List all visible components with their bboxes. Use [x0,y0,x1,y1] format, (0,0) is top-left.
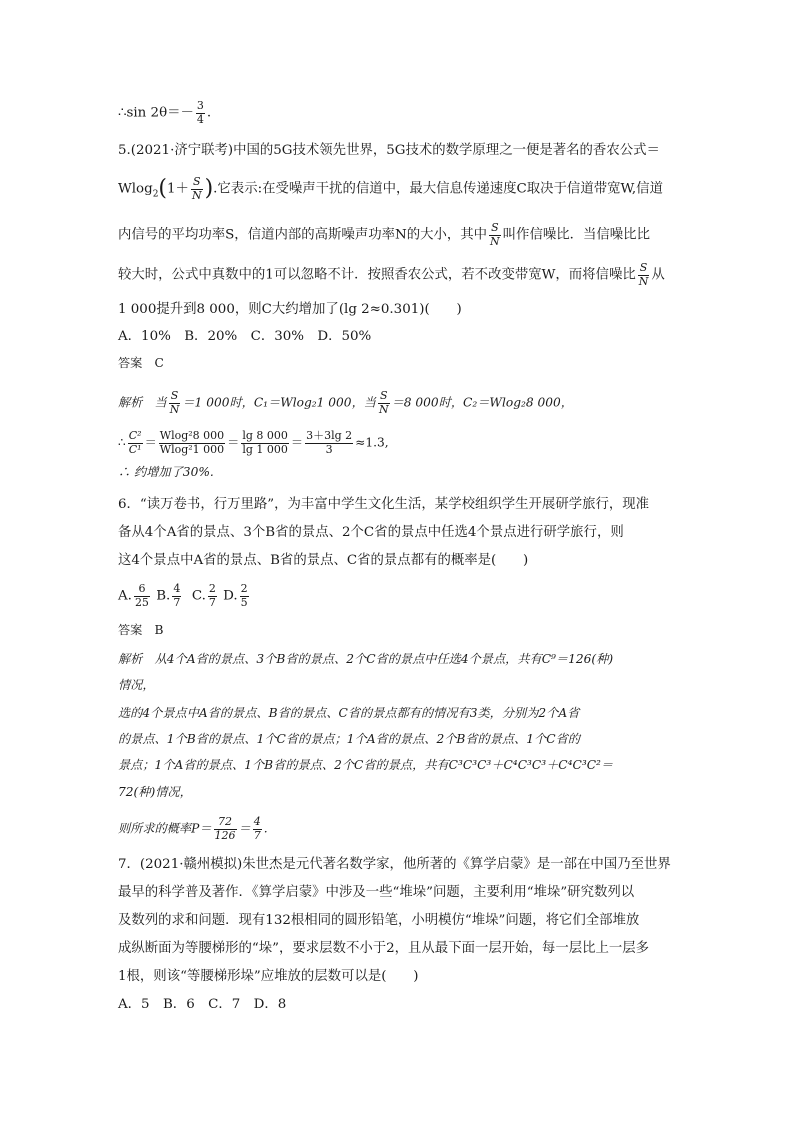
q6-opt-c-num: 2 [208,582,216,595]
q5-l4-post: 从 [651,267,665,283]
q5-s1-d1: N [169,402,180,416]
q5-line-3 [118,222,650,248]
q5-s1-pre: 解析 当 [118,395,167,410]
q4-prefix: ∴sin 2θ＝－ [118,105,194,121]
q5-open-paren: ( [158,176,168,202]
q6-solution-7 [118,816,268,842]
q6-s7-frac2 [253,816,262,842]
q5-s1-n1: S [170,389,179,402]
q6-s7-d2: 7 [253,828,261,842]
q6-opt-b-frac [172,583,181,609]
q5-sn-fraction [191,176,203,202]
q6-solution-2: 情况， [118,678,155,692]
q5-wlog: Wlog [118,181,153,197]
q7-line-1: 7．(2021·赣州模拟)朱世杰是元代著名数学家，他所著的《算学启蒙》是一部在中国乃至世界 [118,857,671,872]
q5-s2-f1d: C¹ [128,442,142,456]
q4-suffix: . [206,105,212,121]
q4-frac-den: 4 [196,112,204,126]
q6-solution-5: 景点；1个A省的景点、1个B省的景点、2个C省的景点，共有C³C³C³＋C⁴C³C³＋C⁴C³C²＝ [118,758,614,772]
q6-s7-n1: 72 [218,815,233,828]
q6-solution-4: 的景点、1个B省的景点、1个C省的景点；1个A省的景点、2个B省的景点、1个C省的 [118,732,580,746]
q6-opt-b-label: B. [156,588,171,604]
q5-s2-therefore: ∴ [118,435,126,450]
q5-l3-num: S [491,221,499,234]
q5-s2-f3d: lg 1 000 [242,442,288,456]
q6-line-3: 这4个景点中A省的景点、B省的景点、C省的景点都有的概率是( ) [118,553,529,568]
q6-opt-a-num: 6 [138,582,146,595]
q5-s1-mid: ＝1 000时，C₁＝Wlog₂1 000，当 [182,395,376,410]
q5-s2-f3n: lg 8 000 [242,429,288,442]
q5-options: A．10% B．20% C．30% D．50% [118,329,372,344]
q7-options: A．5 B．6 C．7 D．8 [118,997,287,1012]
q5-s2-f1n: C² [128,429,142,442]
q5-line-4 [118,262,665,288]
q5-s2-f2n: Wlog²8 000 [159,429,225,442]
q6-opt-a-den: 25 [134,595,149,609]
q6-s7-n2: 4 [253,815,261,828]
q5-close-paren: ) [204,176,214,202]
q5-l3-fraction [489,222,501,248]
q6-s7-d1: 126 [214,828,236,842]
q6-solution-6: 72(种)情况， [118,785,192,799]
q5-one-plus: 1＋ [167,181,189,197]
q6-solution-3: 选的4个景点中A省的景点、B省的景点、C省的景点都有的情况有3类，分别为2个A省 [118,706,580,720]
q7-line-4: 成纵断面为等腰梯形的“垛”，要求层数不小于2，且从最下面一层开始，每一层比上一层多 [118,941,650,956]
q5-l4-den: N [638,274,649,288]
q5-s2-f4d: 3 [305,443,353,457]
q5-solution-1 [118,390,573,416]
q5-s2-frac4 [305,430,353,456]
q5-s2-frac1 [128,430,143,456]
q5-s2-f2d: Wlog²1 000 [159,442,225,456]
q5-answer: 答案 C [118,356,164,370]
q6-s7-frac1 [214,816,237,842]
q6-s7-pre: 则所求的概率P＝ [118,821,212,836]
q5-l3-den: N [490,234,500,248]
q5-l4-num: S [639,261,648,274]
q5-s2-eq1: ＝ [144,435,157,450]
q6-line-2: 备从4个A省的景点、3个B省的景点、2个C省的景点中任选4个景点进行研学旅行，则 [118,525,624,540]
q5-s2-eq2: ＝ [227,435,240,450]
q6-solution-1: 解析 从4个A省的景点、3个B省的景点、2个C省的景点中任选4个景点，共有C⁹＝126(种) [118,652,614,666]
q4-result-line [118,100,211,126]
q5-s1-d2: N [378,402,389,416]
q6-s7-post: . [263,821,268,836]
q5-l3-post: 叫作信噪比．当信噪比比 [502,227,650,243]
q5-line-2 [118,176,663,202]
q6-opt-d-frac [240,583,249,609]
q6-opt-b-num: 4 [173,582,181,595]
q6-opt-c-den: 7 [208,595,216,609]
q5-s1-post: ＝8 000时，C₂＝Wlog₂8 000， [391,395,573,410]
q5-frac-num: S [192,175,201,188]
q5-line-5: 1 000提升到8 000，则C大约增加了(lg 2≈0.301)( ) [118,302,462,317]
q6-answer: 答案 B [118,623,164,637]
q5-solution-2 [118,430,389,456]
q6-opt-d-den: 5 [240,595,248,609]
q5-s1-n2: S [379,389,388,402]
q5-s2-frac2 [159,430,225,456]
q7-line-2: 最早的科学普及著作．《算学启蒙》中涉及一些“堆垛”问题，主要利用“堆垛”研究数列以 [118,885,635,900]
q6-s7-eq: ＝ [238,821,251,836]
q4-fraction [196,100,205,126]
q6-options [118,583,251,609]
q6-opt-d-label: D. [223,588,238,604]
q5-s2-eq3: ＝ [290,435,304,450]
q6-opt-a-label: A. [118,588,132,604]
q5-s1-frac1 [169,390,181,416]
q6-opt-a-frac [134,583,150,609]
q4-frac-num: 3 [196,99,204,112]
q6-opt-c-frac [208,583,217,609]
q7-line-5: 1根，则该“等腰梯形垛”应堆放的层数可以是( ) [118,969,419,984]
q5-line-1: 5.(2021·济宁联考)中国的5G技术领先世界，5G技术的数学原理之一便是著名的香农公式＝ [118,143,660,158]
q6-opt-b-den: 7 [173,595,181,609]
q5-l4-fraction [638,262,650,288]
q7-line-3: 及数列的求和问题．现有132根相同的圆形铅笔，小明模仿“堆垛”问题，将它们全部堆放 [118,913,640,928]
q5-l3-pre: 内信号的平均功率S，信道内部的高斯噪声功率N的大小，其中 [118,227,488,243]
q5-s1-frac2 [378,390,390,416]
q5-line-2-text: .它表示:在受噪声干扰的信道中，最大信息传递速度C取决于信道带宽W,信道 [213,181,663,197]
q5-frac-den: N [191,188,202,202]
q5-s2-frac3 [241,430,289,456]
q5-log-base: 2 [152,189,159,200]
q5-l4-pre: 较大时，公式中真数中的1可以忽略不计．按照香农公式，若不改变带宽W，而将信噪比 [118,267,636,283]
q6-opt-d-num: 2 [240,582,248,595]
q5-s2-post: ≈1.3, [355,435,389,450]
q5-solution-3: ∴ 约增加了30%. [118,465,214,479]
q5-s2-f4n: 3＋3lg 2 [306,429,353,442]
q6-opt-c-label: C. [191,588,206,604]
q6-line-1: 6．“读万卷书，行万里路”，为丰富中学生文化生活，某学校组织学生开展研学旅行，现准 [118,497,650,512]
